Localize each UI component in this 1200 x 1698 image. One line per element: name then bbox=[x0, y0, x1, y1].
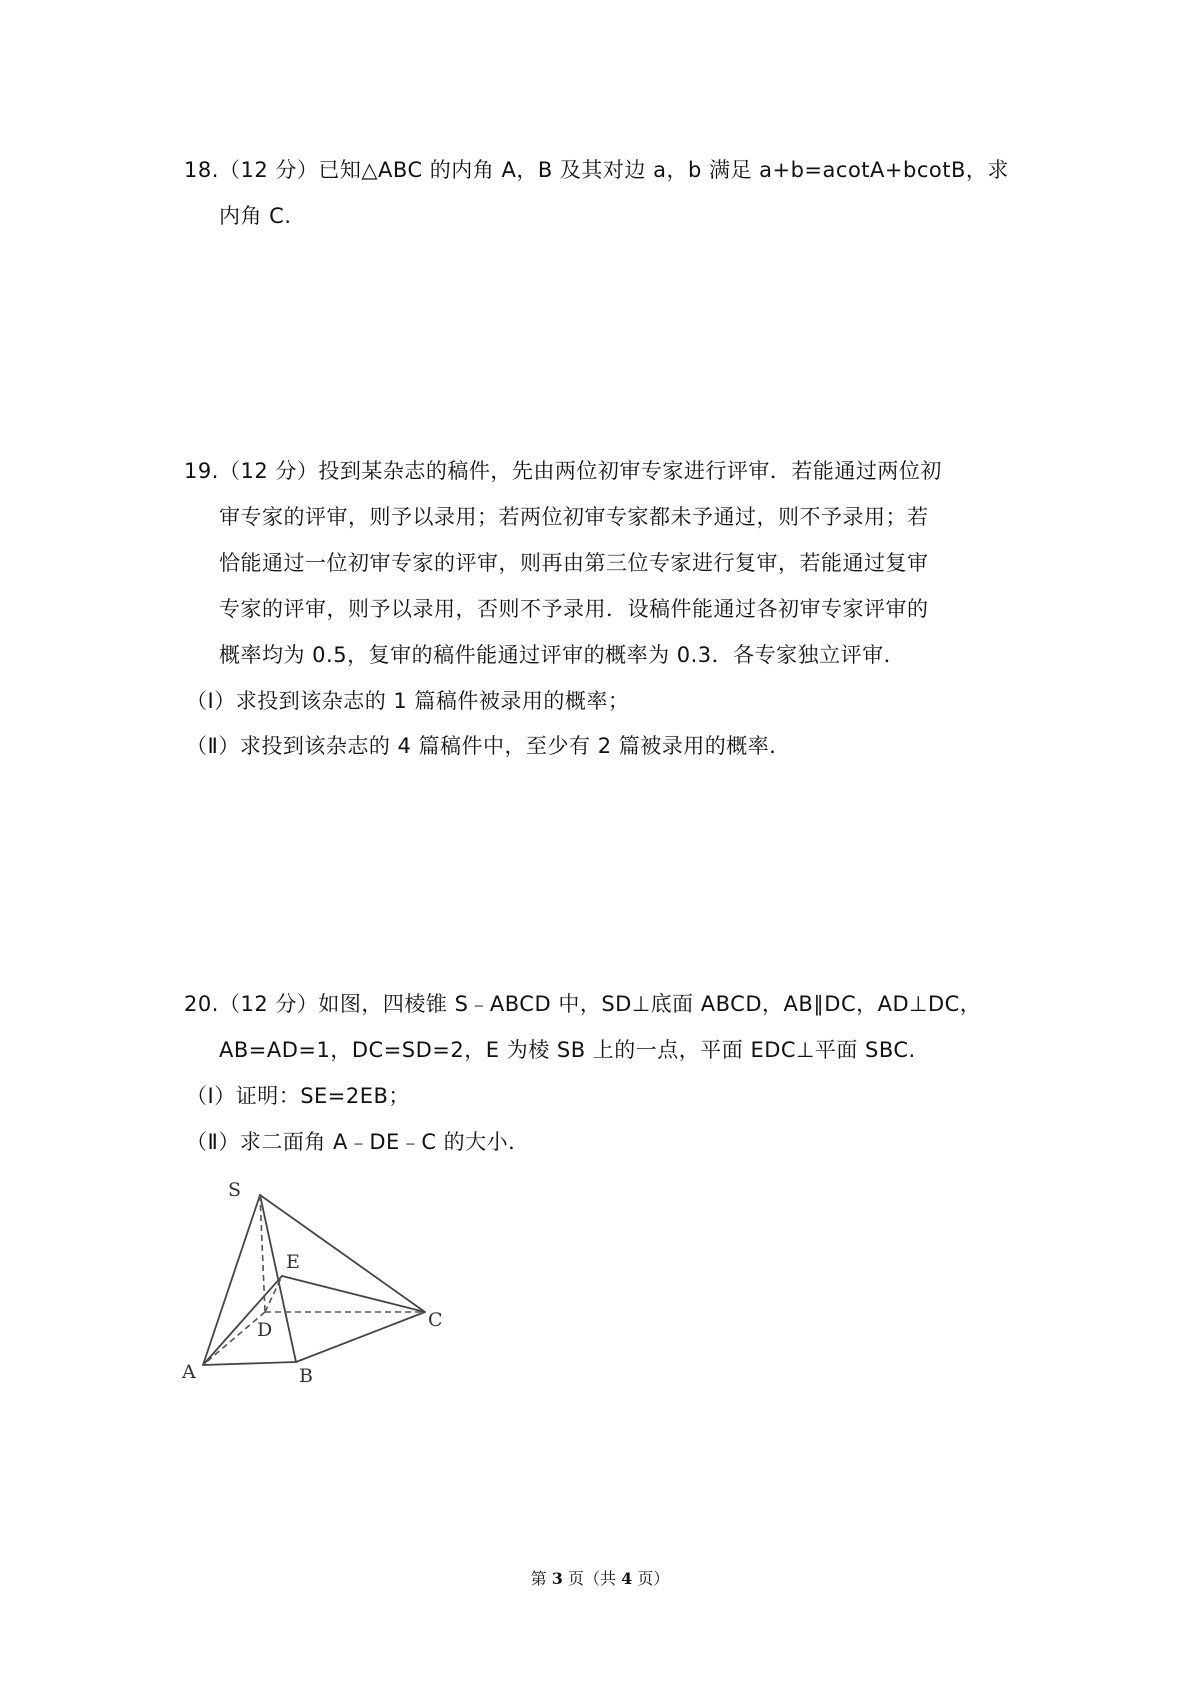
question-18-line-2: 内角 C. bbox=[219, 204, 292, 228]
edge-EC bbox=[282, 1276, 425, 1312]
question-19-line-4: 专家的评审，则予以录用，否则不予录用．设稿件能通过各初审专家评审的 bbox=[219, 597, 929, 621]
page-total: 4 bbox=[621, 1569, 633, 1588]
pyramid-figure bbox=[170, 1165, 460, 1395]
question-20-part-2: （Ⅱ）求二面角 A﹣DE﹣C 的大小． bbox=[186, 1130, 530, 1154]
question-number: 19. bbox=[184, 459, 219, 483]
label-A: A bbox=[182, 1361, 196, 1383]
question-19-line-2: 审专家的评审，则予以录用；若两位初审专家都未予通过，则不予录用；若 bbox=[219, 505, 929, 529]
question-text: （12 分）如图，四棱锥 S﹣ABCD 中，SD⊥底面 ABCD，AB∥DC，AD⊥DC， bbox=[219, 992, 982, 1016]
edge-AB bbox=[203, 1362, 296, 1365]
edge-SC bbox=[260, 1195, 425, 1312]
question-20-part-1: （Ⅰ）证明：SE=2EB； bbox=[186, 1084, 410, 1108]
label-S: S bbox=[228, 1179, 242, 1201]
question-text: （12 分）投到某杂志的稿件，先由两位初审专家进行评审．若能通过两位初 bbox=[219, 459, 942, 483]
question-19-line-3: 恰能通过一位初审专家的评审，则再由第三位专家进行复审，若能通过复审 bbox=[219, 551, 929, 575]
question-number: 18. bbox=[184, 158, 219, 182]
question-text: （12 分）已知△ABC 的内角 A，B 及其对边 a，b 满足 a+b=acotA+bcotB，求 bbox=[219, 158, 1009, 182]
page-number: 3 bbox=[551, 1569, 563, 1588]
edge-DE bbox=[265, 1276, 282, 1312]
edge-SA bbox=[203, 1195, 260, 1365]
footer-middle: 页（共 bbox=[567, 1569, 616, 1588]
label-D: D bbox=[257, 1319, 273, 1341]
question-19-part-1: （Ⅰ）求投到该杂志的 1 篇稿件被录用的概率； bbox=[186, 689, 630, 713]
footer-prefix: 第 bbox=[530, 1569, 547, 1588]
label-E: E bbox=[286, 1251, 300, 1273]
question-20-line-2: AB=AD=1，DC=SD=2，E 为棱 SB 上的一点，平面 EDC⊥平面 SBC. bbox=[219, 1038, 916, 1062]
footer-suffix: 页） bbox=[637, 1569, 670, 1588]
edge-BC bbox=[296, 1312, 425, 1362]
label-B: B bbox=[299, 1365, 313, 1387]
question-number: 20. bbox=[184, 992, 219, 1016]
page-footer bbox=[0, 1566, 1200, 1589]
question-19-part-2: （Ⅱ）求投到该杂志的 4 篇稿件中，至少有 2 篇被录用的概率． bbox=[186, 734, 791, 758]
question-19-line-5: 概率均为 0.5，复审的稿件能通过评审的概率为 0.3．各专家独立评审． bbox=[219, 643, 906, 667]
label-C: C bbox=[428, 1309, 443, 1331]
